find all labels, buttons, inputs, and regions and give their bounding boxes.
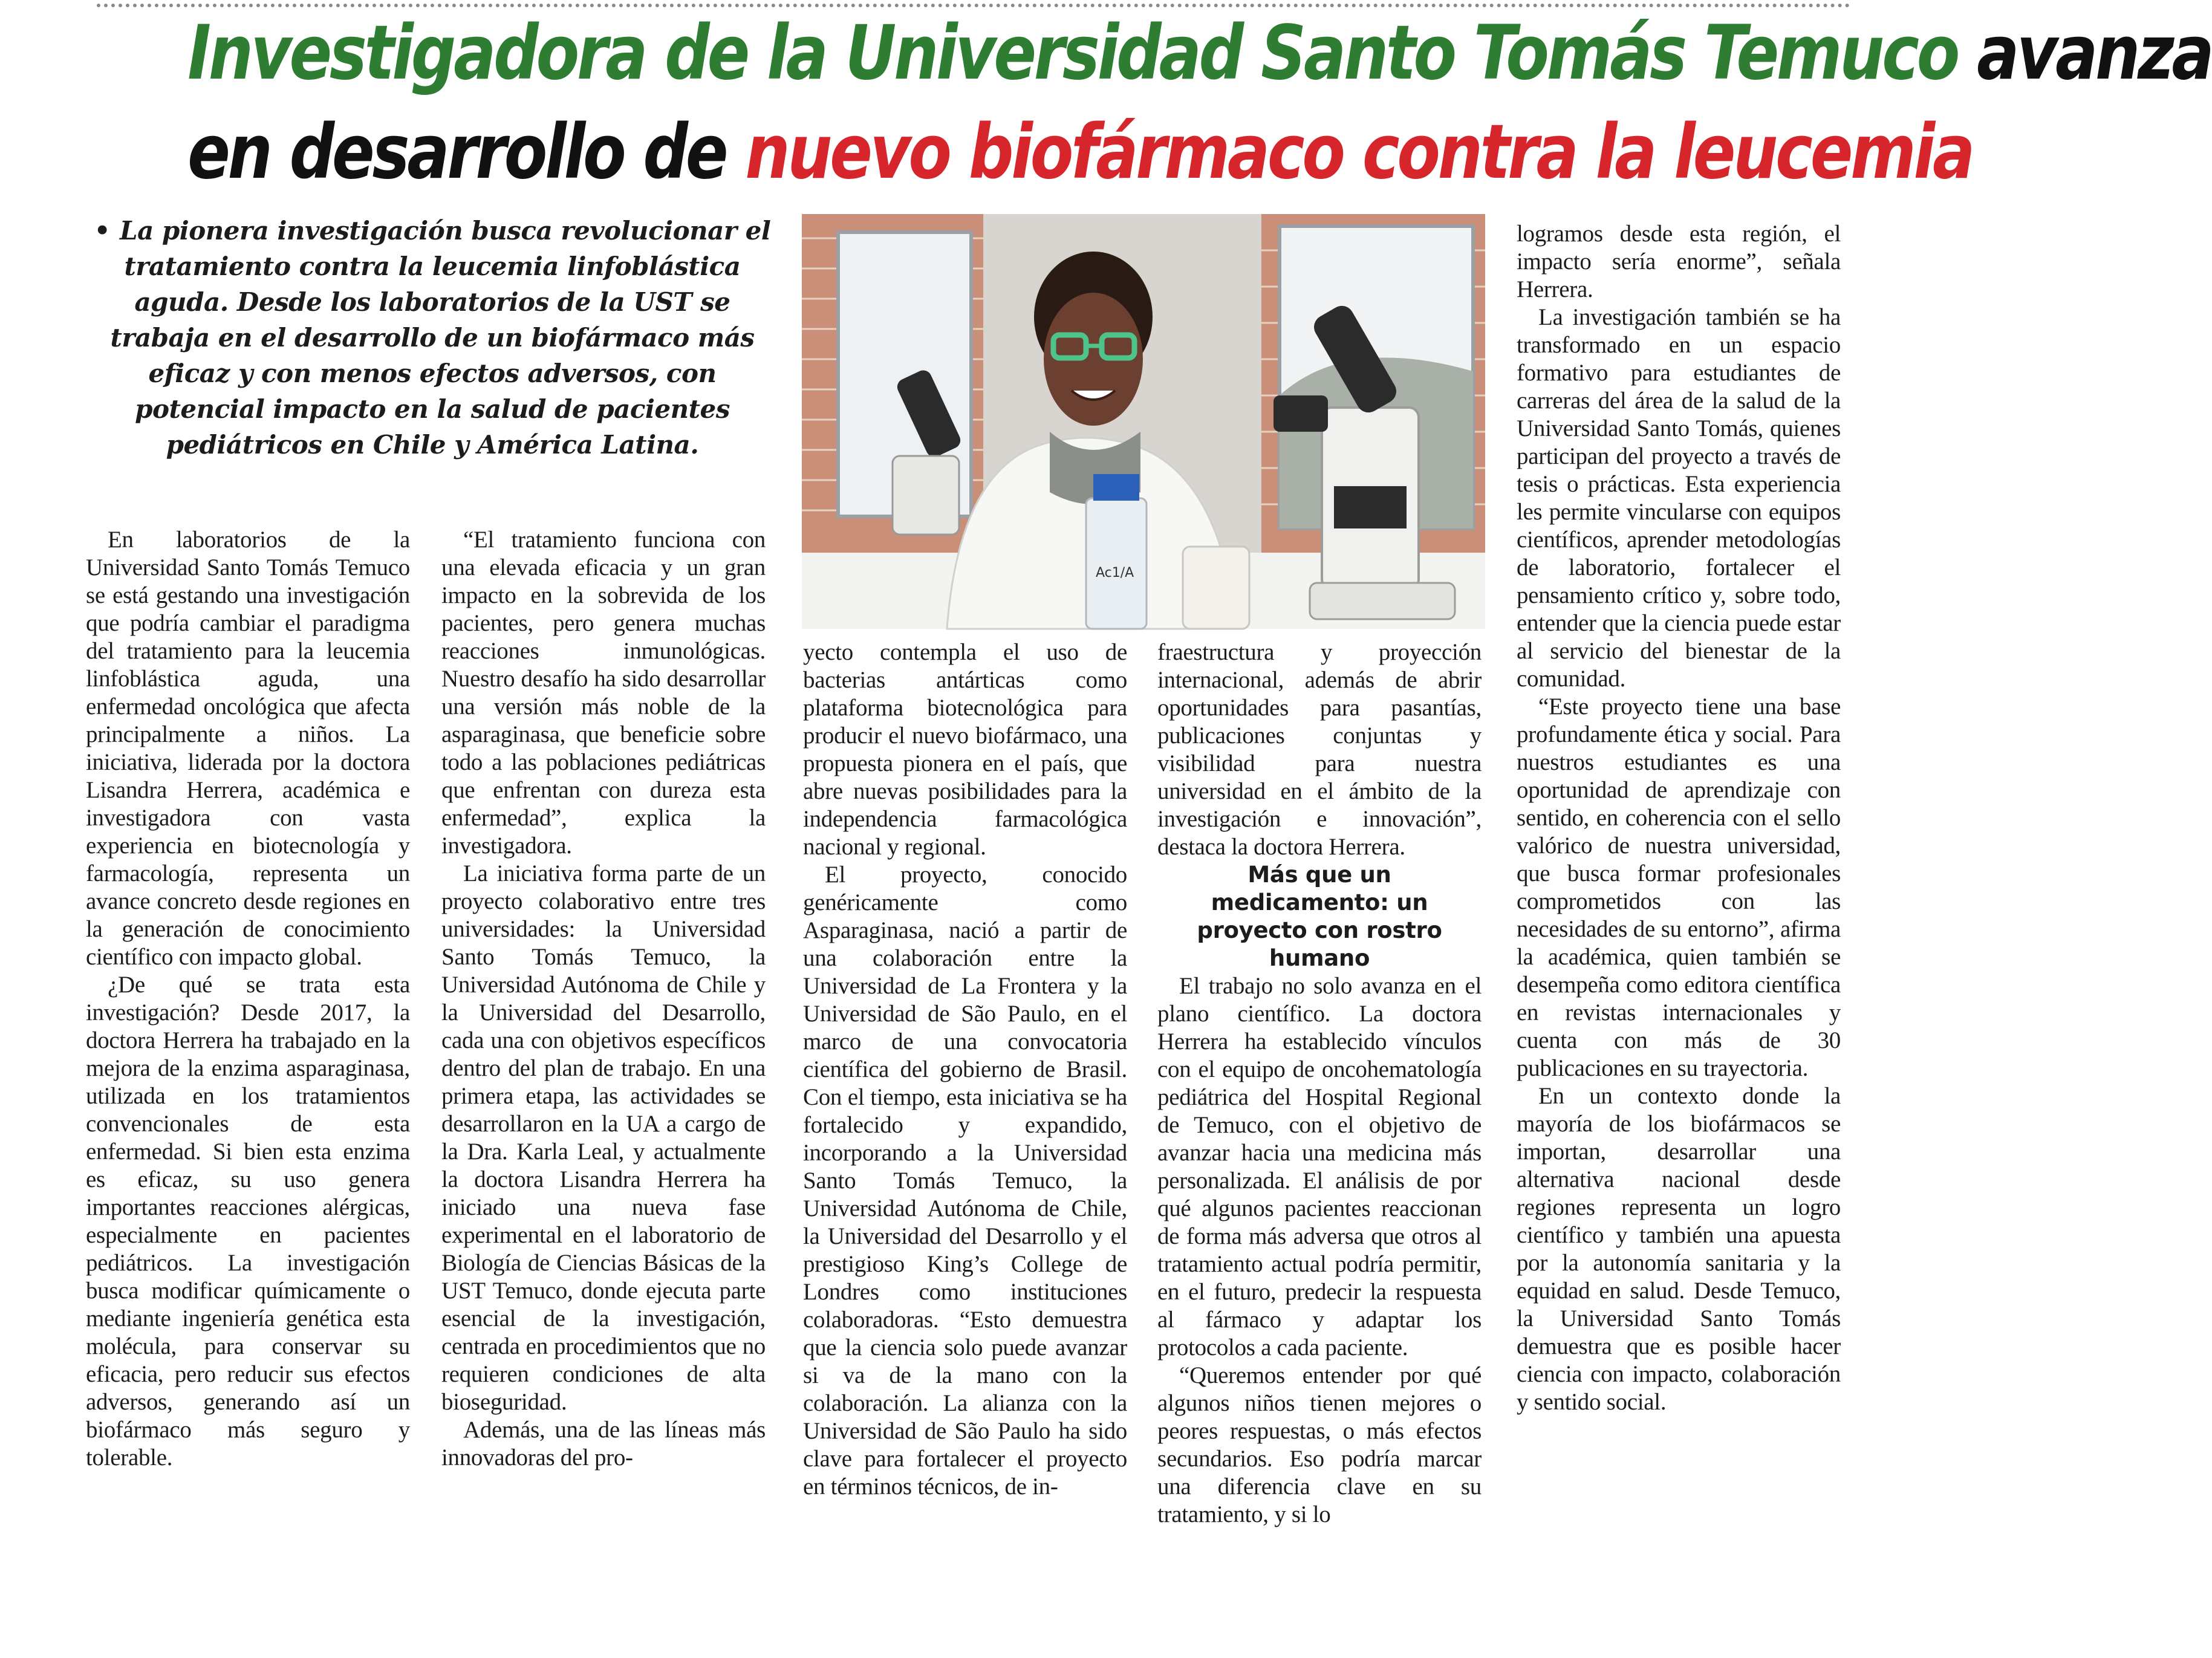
- headline-red-part: nuevo biofármaco contra la leucemia: [745, 109, 1973, 196]
- headline-green-part: Investigadora de la Universidad Santo Tomás Temuco: [187, 10, 1958, 97]
- article-column-4: [1157, 639, 1482, 1566]
- article-column-2: [441, 526, 766, 1566]
- section-subhead: Más que un medicamento: un proyecto con rostro humano: [1197, 862, 1442, 971]
- paragraph: El trabajo no solo avanza en el plano científico. La doctora Herrera ha establecido vínculos con el equipo de oncohematología pediátrica del Hospital Regional de Temuco, con el objetivo de avanzar hacia una medicina más personalizada. El análisis de por qué algunos pacientes reaccionan de forma más adversa que otros al tratamiento actual podría permitir, en el futuro, predecir la respuesta al fármaco y adaptar los protocolos a cada paciente.: [1157, 973, 1482, 1361]
- headline-black-part-2: en desarrollo de: [187, 109, 726, 196]
- paragraph: “El tratamiento funciona con una elevada eficacia y un gran impacto en la sobrevida de los pacientes, pero genera muchas reacciones inmunológicas. Nuestro desafío ha sido desarrollar una versión más noble de la asparaginasa, que beneficie sobre todo a las poblaciones pediátricas que enfrentan con dureza esta enfermedad”, explica la investigadora.: [441, 527, 766, 859]
- lede-text: La pionera investigación busca revolucionar el tratamiento contra la leucemia linfoblástica aguda. Desde los laboratorios de la UST se trabaja en el desarrollo de un biofármaco más eficaz y con menos efectos adversos, con potencial impacto en la salud de pacientes pediátricos en Chile y América Latina.: [110, 216, 771, 460]
- top-dotted-rule: [97, 4, 1850, 7]
- headline-black-part: avanza: [1977, 10, 2212, 97]
- paragraph: “Este proyecto tiene una base profundamente ética y social. Para nuestros estudiantes es una oportunidad de aprendizaje con sentido, en coherencia con el sello valórico de nuestra universidad, que busca formar profesionales comprometidos con las necesidades de su entorno”, afirma la académica, quien también se desempeña como editora científica en revistas internacionales y cuenta con más de 30 publicaciones en su trayectoria.: [1517, 694, 1841, 1081]
- lede-bullet: •: [94, 216, 111, 245]
- paragraph: yecto contempla el uso de bacterias antárticas como plataforma biotecnológica para producir el nuevo biofármaco, una propuesta pionera en el país, que abre nuevas posibilidades para la independencia farmacológica nacional y regional.: [803, 639, 1127, 860]
- lab-scene-illustration: [802, 214, 1485, 629]
- paragraph: En laboratorios de la Universidad Santo Tomás Temuco se está gestando una investigación que podría cambiar el paradigma del tratamiento para la leucemia linfoblástica aguda, una enfermedad oncológica que afecta principalmente a niños. La iniciativa, liderada por la doctora Lisandra Herrera, académica e investigadora con vasta experiencia en biotecnología y farmacología, representa un avance concreto desde regiones en la generación de conocimiento científico con impacto global.: [86, 527, 410, 970]
- paragraph: En un contexto donde la mayoría de los biofármacos se importan, desarrollar una alternativa nacional desde regiones representa un logro científico y también una apuesta por la autonomía sanitaria y la equidad en salud. Desde Temuco, la Universidad Santo Tomás demuestra que es posible hacer ciencia con impacto, colaboración y sentido social.: [1517, 1083, 1841, 1415]
- paragraph: fraestructura y proyección internacional, además de abrir oportunidades para pasantías, publicaciones conjuntas y visibilidad para nuestra universidad en el ámbito de la investigación e innovación”, destaca la doctora Herrera.: [1157, 639, 1482, 860]
- paragraph: El proyecto, conocido genéricamente como Asparaginasa, nació a partir de una colaboración entre la Universidad de La Frontera y la Universidad de São Paulo, en el marco de una convocatoria científica del gobierno de Brasil. Con el tiempo, esta iniciativa se ha fortalecido y expandido, incorporando a la Universidad Santo Tomás Temuco, la Universidad Autónoma de Chile, la Universidad del Desarrollo y el prestigioso King’s College de Londres como instituciones colaboradoras. “Esto demuestra que la ciencia solo puede avanzar si va de la mano con la colaboración. La alianza con la Universidad de São Paulo ha sido clave para fortalecer el proyecto en términos técnicos, de in-: [803, 862, 1127, 1500]
- article-column-3: [803, 639, 1127, 1566]
- paragraph: ¿De qué se trata esta investigación? Desde 2017, la doctora Herrera ha trabajado en la mejora de la enzima asparaginasa, utilizada en los tratamientos convencionales de esta enfermedad. Si bien esta enzima es eficaz, su uso genera importantes reacciones alérgicas, especialmente en pacientes pediátricos. La investigación busca modificar químicamente o mediante ingeniería genética esta molécula, para conservar su eficacia, pero reducir sus efectos adversos, generando así un biofármaco más seguro y tolerable.: [86, 972, 410, 1471]
- paragraph: logramos desde esta región, el impacto sería enorme”, señala Herrera.: [1517, 221, 1841, 302]
- paragraph: Además, una de las líneas más innovadoras del pro-: [441, 1417, 766, 1471]
- lede-summary: [91, 213, 774, 463]
- paragraph: La iniciativa forma parte de un proyecto colaborativo entre tres universidades: la Universidad Santo Tomás Temuco, la Universidad Autónoma de Chile y la Universidad del Desarrollo, cada una con objetivos específicos dentro del plan de trabajo. En una primera etapa, las actividades se desarrollaron en la UA a cargo de la Dra. Karla Leal, y actualmente la doctora Lisandra Herrera ha iniciado una nueva fase experimental en el laboratorio de Biología de Ciencias Básicas de la UST Temuco, donde ejecuta parte esencial de la investigación, centrada en procedimientos que no requieren condiciones de alta bioseguridad.: [441, 860, 766, 1415]
- headline-line-1: [187, 10, 2212, 97]
- paragraph: La investigación también se ha transformado en un espacio formativo para estudiantes de carreras del área de la salud de la Universidad Santo Tomás, quienes participan del proyecto a través de tesis o prácticas. Esta experiencia les permite vincularse con equipos científicos, aprender metodologías de laboratorio, fortalecer el pensamiento crítico y, sobre todo, entender que la ciencia puede estar al servicio del bienestar de la comunidad.: [1517, 304, 1841, 692]
- article-column-1: [86, 526, 410, 1566]
- headline-line-2: [187, 109, 1973, 196]
- paragraph: “Queremos entender por qué algunos niños tienen mejores o peores respuestas, o más efectos secundarios. Eso podría marcar una diferencia clave en su tratamiento, y si lo: [1157, 1362, 1482, 1527]
- article-column-5: [1517, 220, 1841, 1566]
- researcher-photo: [802, 214, 1485, 629]
- bottle-label: Ac1/A: [1096, 565, 1134, 580]
